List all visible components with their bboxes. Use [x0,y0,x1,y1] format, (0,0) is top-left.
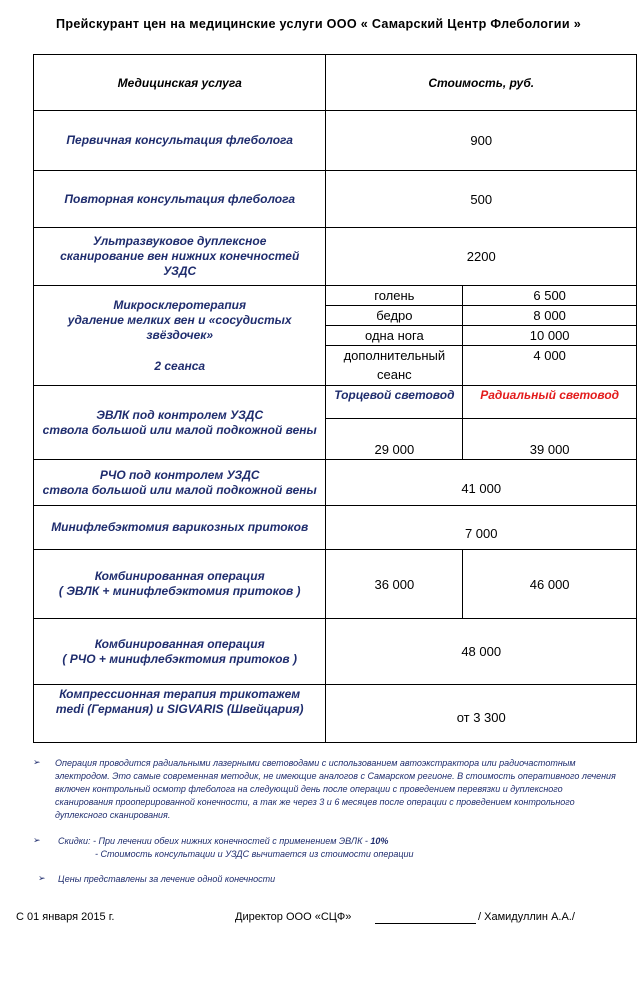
table-row [34,111,637,171]
sub-item-name: голень [326,286,463,306]
service-line: Комбинированная операция [94,569,265,583]
service-name: Первичная консультация флеболога [34,111,326,171]
sub-item-line: дополнительный [343,348,446,363]
service-price: от 3 300 [326,685,637,743]
service-price: 39 000 [463,419,637,460]
service-name [34,386,326,460]
note-line: включен контрольный осмотр флеболога на следующий день после операции с проведением перевязки и дуплексного [55,784,563,794]
table-row [34,171,637,228]
service-price: 900 [326,111,637,171]
sub-item-name [326,346,463,386]
service-name [34,286,326,386]
note-line: - Стоимость консультации и УЗДС вычитается из стоимости операции [95,849,414,859]
director-label: Директор ООО «СЦФ» [235,911,352,923]
table-row [34,228,637,286]
service-price: 7 000 [326,506,637,550]
arrow-bullet-icon: ➢ [33,757,41,767]
note-line [58,835,388,847]
service-line: Ультразвуковое дуплексное [93,234,267,248]
signature-line [375,923,476,924]
header-service: Медицинская услуга [34,55,326,111]
table-row [34,550,637,619]
service-line: ствола большой или малой подкожной вены [42,422,317,437]
sub-item-name: бедро [326,306,463,326]
service-line: 2 сеанса [154,358,206,373]
page-title: Прейскурант цен на медицинские услуги ООО « Самарский Центр Флебологии » [55,17,581,31]
director-name: / Хамидуллин А.А./ [478,911,575,923]
service-line: сканирование вен нижних конечностей [60,249,300,263]
service-line: РЧО под контролем УЗДС [99,467,260,482]
column-label-end-fiber: Торцевой световод [326,386,463,419]
sub-item-name: одна нога [326,326,463,346]
price-table [33,54,637,743]
header-price: Стоимость, руб. [326,55,637,111]
service-line: ( ЭВЛК + минифлебэктомия притоков ) [58,584,301,598]
table-row [34,386,637,419]
table-row [34,460,637,506]
service-line: удаление мелких вен и «сосудистых звёздочек» [67,312,292,342]
service-price: 500 [326,171,637,228]
table-row [34,619,637,685]
service-line: Микросклеротерапия [113,297,247,312]
sub-item-line: сеанс [377,367,412,382]
sub-item-price: 6 500 [463,286,637,306]
service-name [34,550,326,619]
sub-item-price: 4 000 [463,346,637,386]
discount-text: Скидки: - При лечении обеих нижних конечностей с применением ЭВЛК - [58,836,371,846]
service-line: Комбинированная операция [94,636,265,651]
service-line: ствола большой или малой подкожной вены [42,482,317,497]
column-label-radial-fiber: Радиальный световод [463,386,637,419]
table-header-row [34,55,637,111]
service-price: 41 000 [326,460,637,506]
note-line: электродом. Это самые современная методик, не имеющие аналогов с Самарском регионе. В стоимость оперативного лечения [55,771,616,781]
service-name [34,228,326,286]
arrow-bullet-icon: ➢ [38,873,46,883]
discount-value: 10% [370,836,389,846]
service-name: Повторная консультация флеболога [34,171,326,228]
service-line: Компрессионная терапия трикотажем [59,687,301,701]
service-price: 2200 [326,228,637,286]
sub-item-price: 10 000 [463,326,637,346]
note-line: сканирования прооперированной конечности, а так же через 3 и 6 месяцев после операции с проведением контрольного [55,797,575,807]
service-name [34,460,326,506]
table-row [34,286,637,306]
table-row [34,685,637,743]
service-line: ЭВЛК под контролем УЗДС [96,407,264,422]
service-price: 46 000 [463,550,637,619]
service-line: medi (Германия) и SIGVARIS (Швейцария) [55,702,304,716]
note-line: Операция проводится радиальными лазерными световодами с использованием автоэкстрактора или радиочастотным [55,758,576,768]
service-name [34,619,326,685]
service-line: УЗДС [163,264,197,278]
effective-date: С 01 января 2015 г. [16,911,115,923]
service-name [34,685,326,743]
service-price: 36 000 [326,550,463,619]
service-name: Минифлебэктомия варикозных притоков [34,506,326,550]
service-price: 48 000 [326,619,637,685]
table-row [34,506,637,550]
service-price: 29 000 [326,419,463,460]
note-line: Цены представлены за лечение одной конечности [58,874,276,884]
note-line: дуплексного сканирования. [55,810,171,820]
arrow-bullet-icon: ➢ [33,835,41,845]
service-line: ( РЧО + минифлебэктомия притоков ) [62,651,298,666]
sub-item-price: 8 000 [463,306,637,326]
